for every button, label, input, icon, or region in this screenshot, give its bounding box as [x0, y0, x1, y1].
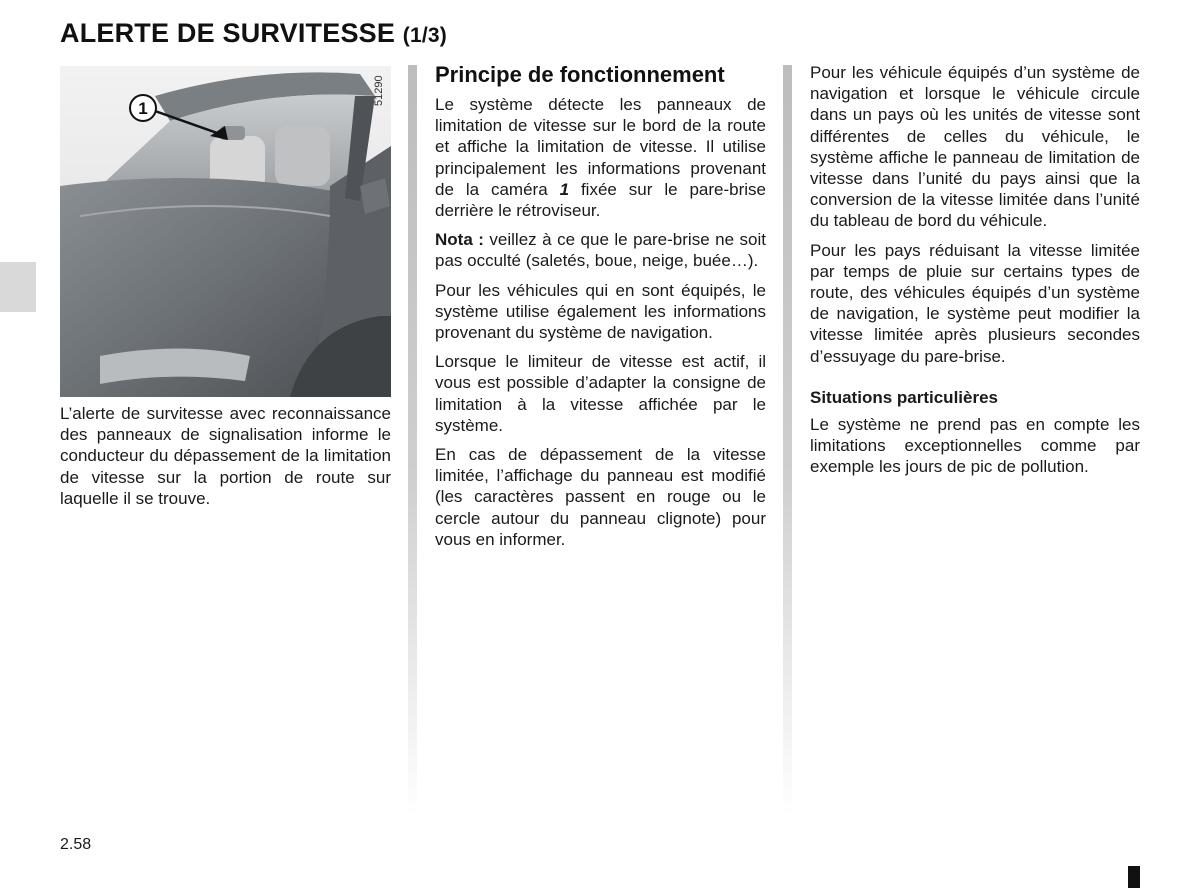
intro-paragraph: L’alerte de survitesse avec reconnaissance des panneaux de signalisation informe le conducteur du dépassement de la limitation de vitesse sur la portion de route sur laquelle il se trouve.	[60, 404, 391, 508]
camera-ref: 1	[559, 179, 570, 199]
overspeed-paragraph: En cas de dépassement de la vitesse limitée, l’affichage du panneau est modifié (les caractères passent en rouge ou le cercle autour du panneau clignote) pour vous en informer.	[435, 445, 766, 549]
column-divider	[408, 65, 417, 815]
note-label: Nota :	[435, 230, 484, 250]
exceptions-paragraph: Le système ne prend pas en compte les limitations exceptionnelles comme par exemple les jours de pic de pollution.	[810, 414, 1140, 477]
principle-text-a: Le système détecte les panneaux de limitation de vitesse sur le bord de la route et affiche la limitation de vitesse. Il utilise principalement les informations provenant de la caméra	[435, 95, 766, 199]
car-windshield-photo	[60, 66, 391, 397]
page-title	[60, 18, 447, 49]
subsection-heading: Situations particulières	[810, 387, 998, 407]
rain-paragraph: Pour les pays réduisant la vitesse limitée par temps de pluie sur certains types de route, des véhicules équipés d’un système de navigation, le système peut modifier la vitesse limitée après plusieurs secondes d’essuyage du pare-brise.	[810, 240, 1140, 366]
column-divider-2	[783, 65, 792, 815]
principle-paragraph	[435, 94, 766, 221]
limiter-paragraph: Lorsque le limiteur de vitesse est actif, il vous est possible d’adapter la consigne de limitation à la vitesse affichée par le système.	[435, 352, 766, 435]
callout-number: 1	[138, 99, 148, 118]
note-text: veillez à ce que le pare-brise ne soit pas occulté (saletés, boue, neige, buée…).	[435, 230, 766, 271]
units-column	[810, 62, 1140, 485]
units-paragraph: Pour les véhicule équipés d’un système de navigation et lorsque le véhicule circule dans un pays où les unités de vitesse sont différentes de celles du véhicule, le système affiche le panneau de limitation de vitesse dans l’unité du pays ainsi que la conversion de la vitesse limitée dans l’unité du tableau de bord du véhicule.	[810, 63, 1140, 231]
navigation-paragraph: Pour les véhicules qui en sont équipés, le système utilise également les informations provenant du système de navigation.	[435, 280, 766, 343]
page-number: 2.58	[60, 836, 92, 853]
section-heading: Principe de fonctionnement	[435, 62, 725, 87]
principle-text-b: fixée sur le pare-brise derrière le rétroviseur.	[435, 179, 766, 221]
principle-column	[435, 61, 766, 558]
car-illustration	[60, 66, 391, 397]
chapter-tab	[0, 262, 36, 312]
page-title-part: (1/3)	[402, 24, 447, 47]
intro-column	[60, 403, 391, 517]
figure-reference: 51290	[373, 75, 385, 106]
page-title-text: ALERTE DE SURVITESSE	[60, 18, 396, 48]
note-paragraph	[435, 229, 766, 271]
corner-mark	[1128, 866, 1140, 888]
